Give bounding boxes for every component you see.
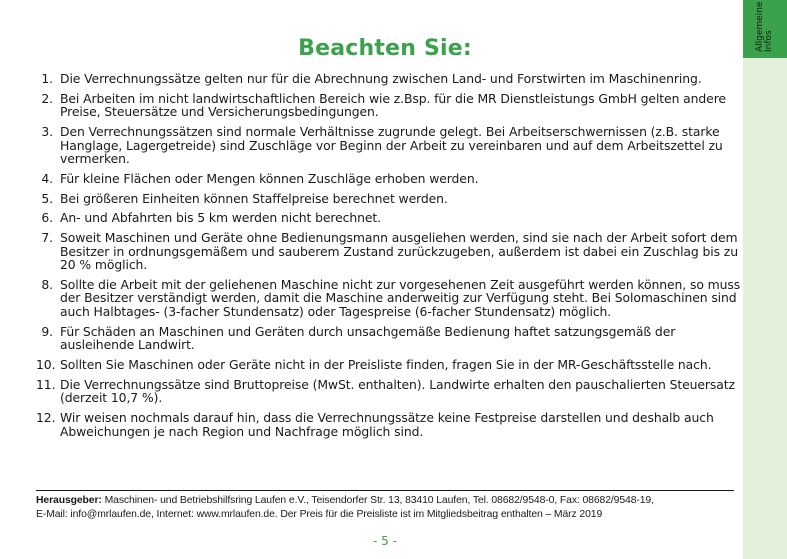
section-tab-label-line1: Allgemeine — [755, 1, 765, 52]
note-number: 2. — [41, 90, 53, 106]
publisher-footer — [36, 494, 742, 522]
note-number: 9. — [41, 323, 53, 339]
note-item — [36, 378, 742, 405]
note-text: Für Schäden an Maschinen und Geräten durch unsachgemäße Bedienung haftet satzungsgemäß der ausleihende Landwirt. — [60, 323, 676, 353]
footer-divider — [36, 490, 734, 491]
note-text: Den Verrechnungssätzen sind normale Verhältnisse zugrunde gelegt. Bei Arbeitserschwernissen (z.B. starke Hanglage, Lagergetreide) sind Zuschläge vor Beginn der Arbeit zu vereinbaren und auf dem Arbeitszettel zu vermerken. — [60, 123, 723, 167]
note-item — [36, 411, 742, 438]
note-text: Bei Arbeiten im nicht landwirtschaftlichen Bereich wie z.Bsp. für die MR Dienstleistungs GmbH gelten andere Preise, Steuersätze und Versicherungsbedingungen. — [60, 90, 726, 120]
note-text: Wir weisen nochmals darauf hin, dass die Verrechnungssätze keine Festpreise darstellen und deshalb auch Abweichungen je nach Region und Nachfrage möglich sind. — [60, 409, 714, 439]
note-text: Sollte die Arbeit mit der geliehenen Maschine nicht zur vorgesehenen Zeit ausgeführt werden können, so muss der Besitzer verständigt werden, damit die Maschine anderweitig zur Verfügung steht. Bei Solomaschinen sind auch Halbtages- (3-facher Stundensatz) oder Tagespreise (6-facher Stundensatz) möglich. — [60, 276, 741, 319]
note-number: 7. — [41, 229, 53, 245]
publisher-label: Herausgeber: — [36, 495, 102, 506]
note-text: Die Verrechnungssätze gelten nur für die Abrechnung zwischen Land- und Forstwirten im Maschinenring. — [60, 71, 702, 86]
note-text: Soweit Maschinen und Geräte ohne Bedienungsmann ausgeliehen werden, sind sie nach der Arbeit sofort dem Besitzer in ordnungsgemäßem und sauberem Zustand zurückzugeben, außerdem ist dabei ein Zuschlag bis zu 20 % möglich. — [60, 229, 738, 273]
note-number: 10. — [36, 356, 56, 372]
note-item — [36, 211, 742, 225]
note-text: Bei größeren Einheiten können Staffelpreise berechnet werden. — [60, 190, 448, 206]
note-text: Für kleine Flächen oder Mengen können Zuschläge erhoben werden. — [60, 170, 479, 186]
page-number: - 5 - — [373, 534, 397, 548]
section-tab-label-line2: Infos — [764, 30, 774, 52]
note-item — [36, 192, 742, 206]
note-number: 3. — [41, 123, 53, 139]
note-item — [36, 72, 742, 86]
notes-list — [36, 72, 742, 444]
note-number: 1. — [41, 71, 53, 86]
contact-line: E-Mail: info@mrlaufen.de, Internet: www.mrlaufen.de. Der Preis für die Preisliste ist im Mitgliedsbeitrag enthalten – März 2019 — [36, 509, 603, 520]
note-text: An- und Abfahrten bis 5 km werden nicht berechnet. — [60, 210, 382, 226]
note-item — [36, 125, 742, 166]
note-item — [36, 278, 742, 319]
note-number: 8. — [41, 276, 53, 292]
note-item — [36, 325, 742, 352]
note-text: Sollten Sie Maschinen oder Geräte nicht in der Preisliste finden, fragen Sie in der MR-Geschäftsstelle nach. — [60, 356, 712, 372]
note-item — [36, 358, 742, 372]
publisher-text: Maschinen- und Betriebshilfsring Laufen e.V., Teisendorfer Str. 13, 83410 Laufen, Tel. 08682/9548-0, Fax: 08682/9548-19, — [104, 495, 654, 506]
note-number: 11. — [36, 376, 56, 392]
note-number: 4. — [41, 170, 53, 186]
note-number: 6. — [41, 210, 53, 226]
publisher-line — [36, 494, 742, 508]
page-title: Beachten Sie: — [298, 36, 472, 61]
note-item — [36, 92, 742, 119]
note-number: 5. — [41, 190, 53, 206]
note-item — [36, 172, 742, 186]
note-text: Die Verrechnungssätze sind Bruttopreise (MwSt. enthalten). Landwirte erhalten den pauschalierten Steuersatz (derzeit 10,7 %). — [60, 376, 735, 406]
section-tab — [743, 0, 787, 559]
note-number: 12. — [36, 409, 56, 425]
note-item — [36, 231, 742, 272]
